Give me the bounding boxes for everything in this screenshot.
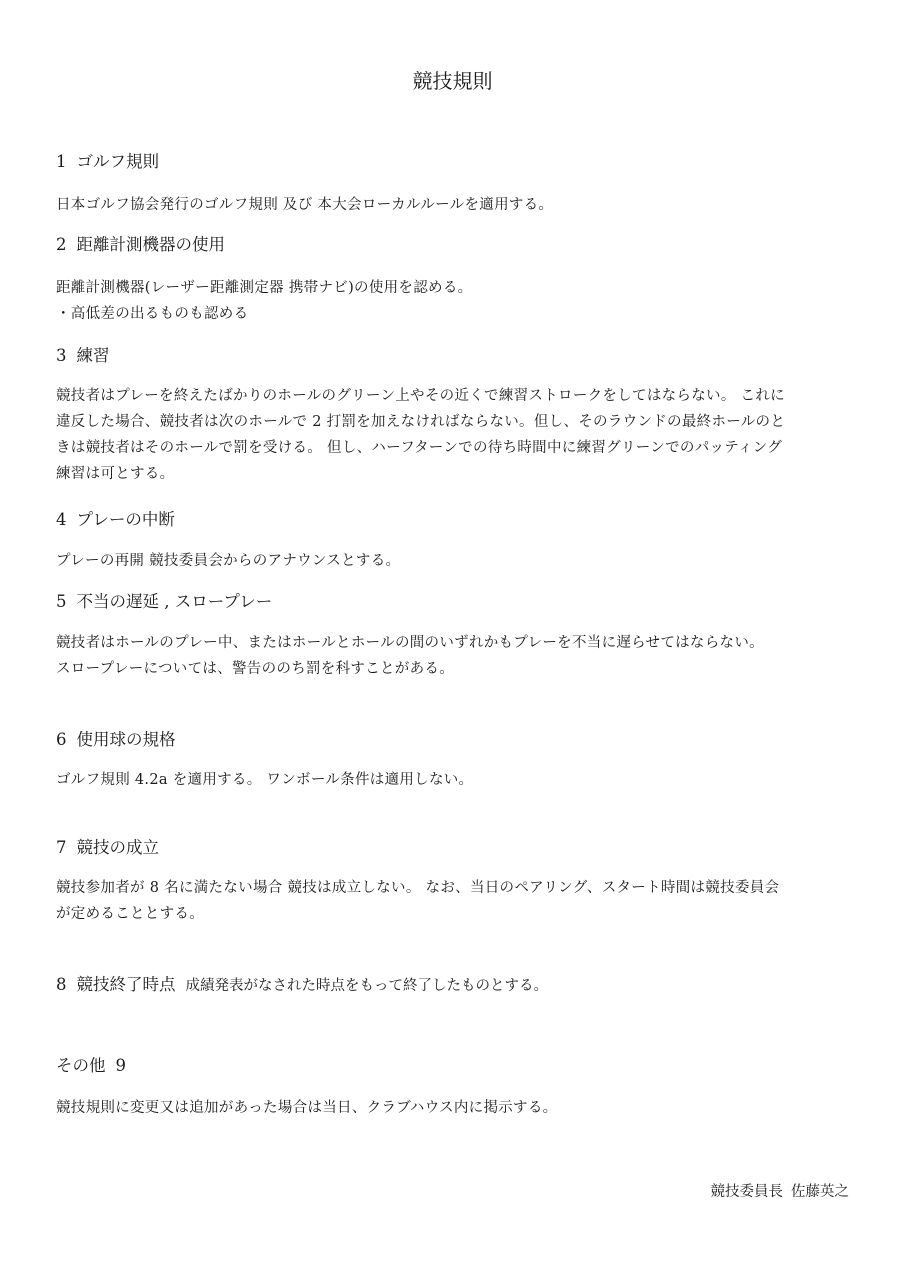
- section-number: 2: [56, 235, 67, 254]
- body-line: 距離計測機器(レーザー距離測定器 携帯ナビ)の使用を認める。: [56, 280, 473, 296]
- body-line: スロープレーについては、警告ののち罰を科すことがある。: [56, 661, 455, 677]
- body-line: きは競技者はそのホールで罰を受ける。 但し、ハーフターンでの待ち時間中に練習グリーンでのパッティング: [56, 440, 783, 456]
- signature: [711, 1180, 850, 1204]
- section-6-body: [56, 767, 856, 793]
- section-number: 1: [56, 152, 67, 171]
- section-4-body: [56, 548, 856, 574]
- section-3-body: [56, 383, 856, 487]
- signature-name: 佐藤英之: [791, 1184, 849, 1200]
- section-number: 8: [56, 975, 67, 994]
- section-7-heading: [56, 836, 159, 860]
- section-2-heading: [56, 233, 225, 257]
- section-8-heading: [56, 973, 548, 998]
- section-title: プレーの中断: [76, 510, 175, 529]
- body-line: 競技者はプレーを終えたばかりのホールのグリーン上やその近くで練習ストロークをしてはならない。 これに: [56, 388, 785, 404]
- section-3-heading: [56, 344, 110, 368]
- body-line: ゴルフ規則 4.2a を適用する。 ワンボール条件は適用しない。: [56, 772, 474, 788]
- section-4-heading: [56, 508, 175, 532]
- signature-role: 競技委員長: [710, 1184, 783, 1200]
- section-title: 不当の遅延 , スロープレー: [76, 592, 273, 611]
- section-6-heading: [56, 728, 176, 752]
- section-2-body: [56, 275, 856, 327]
- section-title: ゴルフ規則: [76, 152, 159, 171]
- section-9-body: [56, 1095, 856, 1121]
- section-1-body: [56, 192, 856, 218]
- section-title: 競技終了時点: [76, 975, 176, 994]
- body-line: 違反した場合、競技者は次のホールで 2 打罰を加えなければならない。但し、そのラウンドの最終ホールのと: [56, 414, 786, 430]
- body-line: ・高低差の出るものも認める: [56, 306, 249, 322]
- body-line: 日本ゴルフ協会発行のゴルフ規則 及び 本大会ローカルルールを適用する。: [56, 197, 554, 213]
- section-title: 競技の成立: [76, 838, 159, 857]
- section-number: 6: [56, 730, 67, 749]
- section-7-body: [56, 875, 856, 927]
- section-number: 4: [56, 510, 67, 529]
- document-title: 競技規則: [412, 69, 493, 93]
- section-title: その他: [56, 1056, 106, 1075]
- section-number: 5: [56, 592, 67, 611]
- section-number: 9: [115, 1056, 126, 1075]
- section-1-heading: [56, 150, 159, 174]
- section-5-heading: [56, 590, 272, 614]
- body-line: 競技参加者が 8 名に満たない場合 競技は成立しない。 なお、当日のペアリング、スタート時間は競技委員会: [56, 880, 780, 896]
- body-line: 競技者はホールのプレー中、またはホールとホールの間のいずれかもプレーを不当に遅らせてはならない。: [56, 635, 764, 651]
- section-title: 距離計測機器の使用: [76, 235, 225, 254]
- body-line: が定めることとする。: [56, 906, 204, 922]
- section-number: 7: [56, 838, 67, 857]
- body-line: プレーの再開 競技委員会からのアナウンスとする。: [56, 553, 401, 569]
- section-8-body: 成績発表がなされた時点をもって終了したものとする。: [185, 978, 548, 994]
- body-line: 練習は可とする。: [56, 466, 175, 482]
- body-line: 競技規則に変更又は追加があった場合は当日、クラブハウス内に掲示する。: [56, 1100, 558, 1116]
- section-number: 3: [56, 346, 67, 365]
- section-5-body: [56, 630, 856, 682]
- section-9-heading: [56, 1054, 126, 1078]
- section-title: 使用球の規格: [76, 730, 176, 749]
- section-title: 練習: [76, 346, 110, 365]
